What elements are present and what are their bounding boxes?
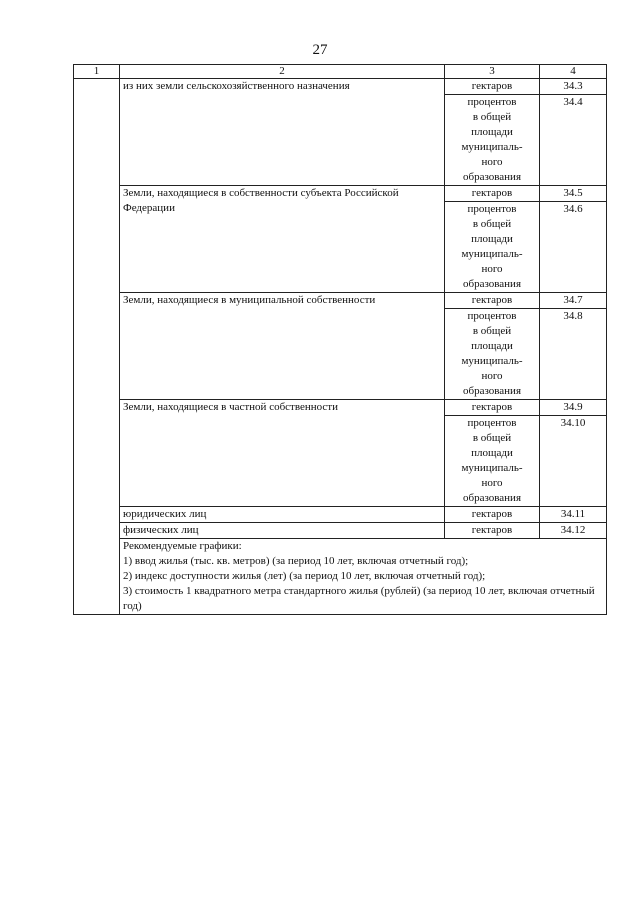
unit-line: образования [462,492,522,504]
unit-cell [445,293,540,309]
unit-line: в общей [472,432,512,444]
unit-line: ного [481,263,503,275]
unit-line: образования [462,278,522,290]
column-1-cell [74,79,120,615]
unit-line: в общей [472,111,512,123]
unit-line: площади [471,447,513,459]
indicator-code: 34.11 [540,507,607,523]
notes-line: 1) ввод жилья (тыс. кв. метров) (за период 10 лет, включая отчетный год); [123,555,469,567]
unit-line: ного [481,156,503,168]
unit-line: образования [462,385,522,397]
indicator-description: физических лиц [120,523,445,539]
unit-cell [445,186,540,202]
unit-line: площади [471,340,513,352]
unit-line: в общей [472,325,512,337]
unit-line: процентов [467,203,517,215]
unit-cell [445,416,540,507]
unit-cell [445,79,540,95]
unit-line: ного [481,477,503,489]
page-number: 27 [312,42,328,58]
indicator-code: 34.12 [540,523,607,539]
unit-cell [445,309,540,400]
indicator-code: 34.5 [540,186,607,202]
column-header-2: 2 [120,65,445,79]
unit-line: площади [471,126,513,138]
unit-line: процентов [467,310,517,322]
unit-line: муниципаль- [461,462,523,474]
indicator-code: 34.9 [540,400,607,416]
unit-line: площади [471,233,513,245]
unit-line: гектаров [471,80,513,92]
indicator-code: 34.7 [540,293,607,309]
unit-line: гектаров [471,187,513,199]
notes-row [74,539,607,615]
unit-line: муниципаль- [461,248,523,260]
unit-line: муниципаль- [461,141,523,153]
unit-line: гектаров [471,294,513,306]
table-row [74,79,607,95]
indicator-description: Земли, находящиеся в собственности субъекта Российской Федерации [120,186,445,293]
indicator-code: 34.4 [540,95,607,186]
indicator-description: из них земли сельскохозяйственного назначения [120,79,445,186]
column-header-3: 3 [445,65,540,79]
unit-line: процентов [467,417,517,429]
notes-line: 2) индекс доступности жилья (лет) (за период 10 лет, включая отчетный год); [123,570,486,582]
recommended-charts-notes [120,539,607,615]
unit-line: ного [481,370,503,382]
table-row [74,400,607,416]
unit-cell [445,523,540,539]
table-row [74,293,607,309]
table-row [74,523,607,539]
unit-cell [445,507,540,523]
table-row [74,186,607,202]
indicator-code: 34.8 [540,309,607,400]
unit-line: в общей [472,218,512,230]
unit-line: гектаров [471,401,513,413]
notes-heading: Рекомендуемые графики: [123,540,242,552]
unit-line: муниципаль- [461,355,523,367]
indicator-description: юридических лиц [120,507,445,523]
unit-cell [445,95,540,186]
unit-line: процентов [467,96,517,108]
unit-line: гектаров [471,524,513,536]
indicator-code: 34.6 [540,202,607,293]
unit-line: образования [462,171,522,183]
indicator-description: Земли, находящиеся в частной собственности [120,400,445,507]
unit-cell [445,400,540,416]
indicator-code: 34.10 [540,416,607,507]
column-header-4: 4 [540,65,607,79]
column-header-row [74,65,607,79]
indicators-table [73,64,607,615]
unit-line: гектаров [471,508,513,520]
column-header-1: 1 [74,65,120,79]
indicator-code: 34.3 [540,79,607,95]
table-row [74,507,607,523]
notes-line: 3) стоимость 1 квадратного метра стандартного жилья (рублей) (за период 10 лет, включая отчетный год) [123,585,595,612]
unit-cell [445,202,540,293]
indicator-description: Земли, находящиеся в муниципальной собственности [120,293,445,400]
